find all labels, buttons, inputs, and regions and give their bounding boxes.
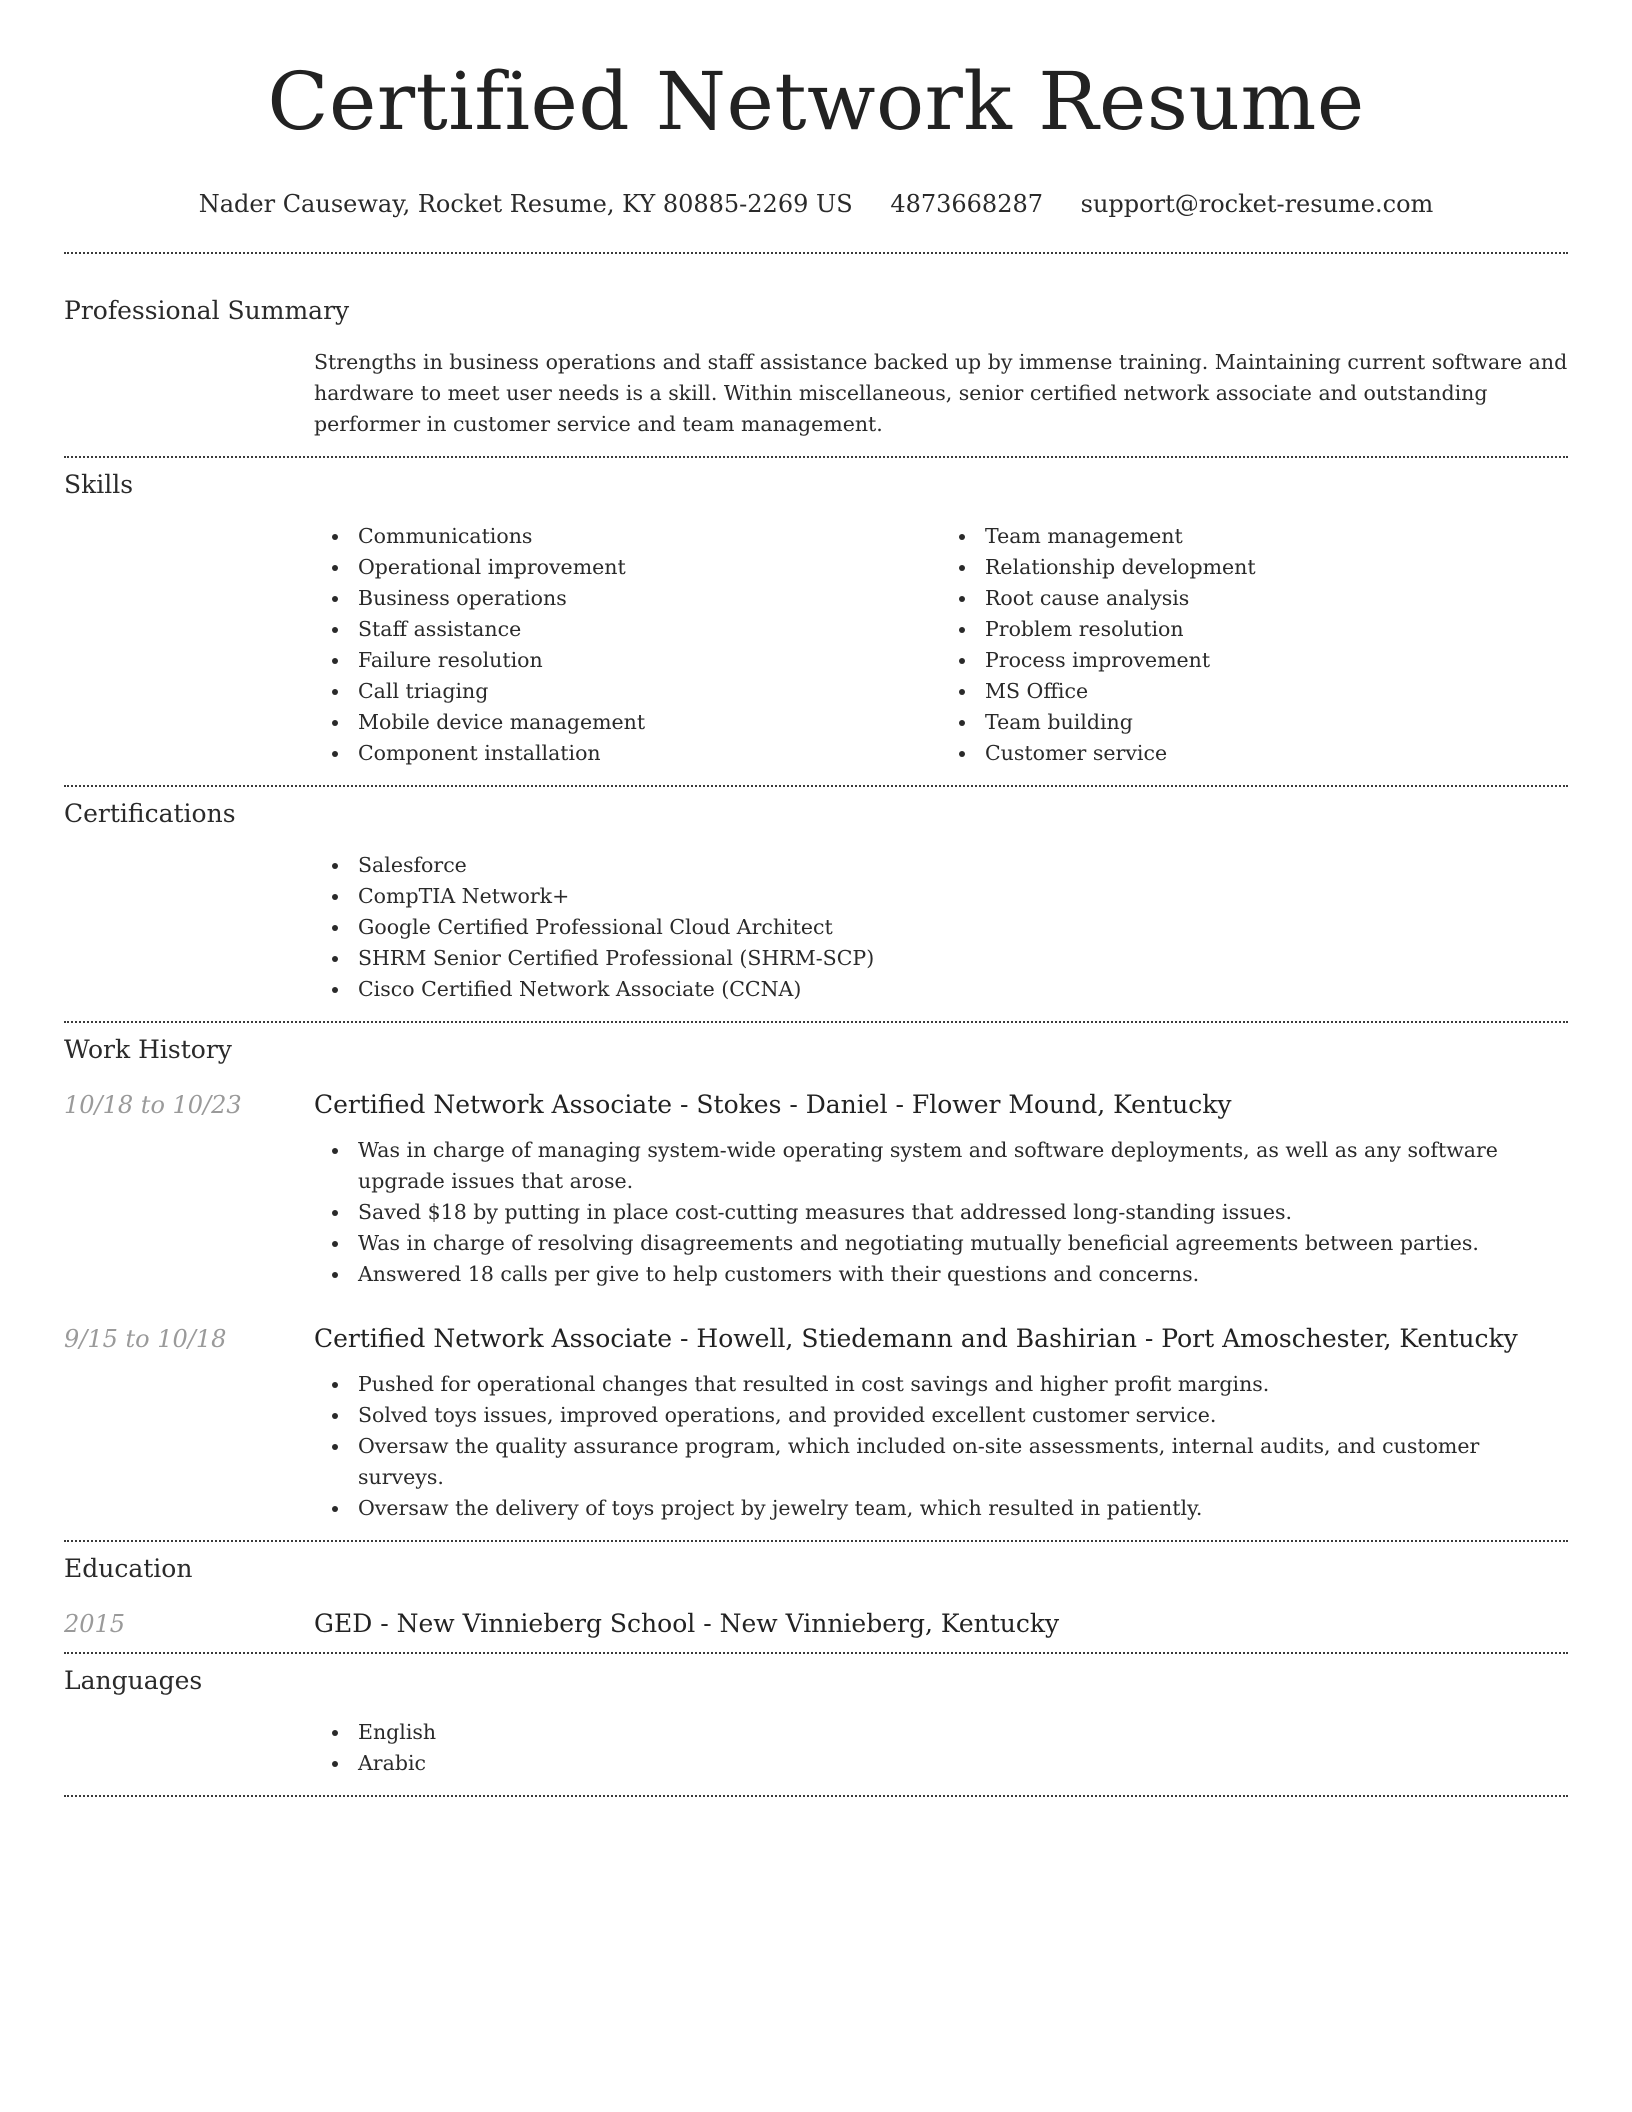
skill-item: Mobile device management bbox=[358, 707, 941, 738]
job-bullet: Was in charge of resolving disagreements and negotiating mutually beneficial agreements between parties. bbox=[358, 1228, 1568, 1259]
skill-item: Business operations bbox=[358, 583, 941, 614]
job-bullet: Saved $18 by putting in place cost-cutting measures that addressed long-standing issues. bbox=[358, 1197, 1568, 1228]
job-bullet: Was in charge of managing system-wide operating system and software deployments, as well as any software upgrade issues that arose. bbox=[358, 1135, 1568, 1197]
education-heading: Education bbox=[64, 1554, 193, 1583]
skill-item: Staff assistance bbox=[358, 614, 941, 645]
job-entry bbox=[64, 1090, 1568, 1290]
skill-item: MS Office bbox=[985, 676, 1568, 707]
job-bullet: Oversaw the delivery of toys project by jewelry team, which resulted in patiently. bbox=[358, 1493, 1568, 1524]
resume-title: Certified Network Resume bbox=[267, 55, 1365, 148]
job-title: Certified Network Associate - Howell, Stiedemann and Bashirian - Port Amoschester, Kentucky bbox=[314, 1324, 1518, 1353]
skill-item: Problem resolution bbox=[985, 614, 1568, 645]
contact-line bbox=[64, 190, 1568, 218]
languages-heading: Languages bbox=[64, 1666, 203, 1695]
work-history-heading: Work History bbox=[64, 1035, 232, 1064]
education-year: 2015 bbox=[64, 1610, 126, 1638]
summary-section bbox=[64, 254, 1568, 456]
certifications-list bbox=[314, 850, 1568, 1005]
work-history-section bbox=[64, 1023, 1568, 1540]
summary-heading: Professional Summary bbox=[64, 296, 350, 325]
skill-item: Team building bbox=[985, 707, 1568, 738]
job-bullet: Answered 18 calls per give to help customers with their questions and concerns. bbox=[358, 1259, 1568, 1290]
job-bullet: Solved toys issues, improved operations, and provided excellent customer service. bbox=[358, 1400, 1568, 1431]
certification-item: Salesforce bbox=[358, 850, 1568, 881]
skill-item: Operational improvement bbox=[358, 552, 941, 583]
languages-list bbox=[314, 1717, 1568, 1779]
job-bullet: Oversaw the quality assurance program, which included on-site assessments, internal audits, and customer surveys. bbox=[358, 1431, 1568, 1493]
skill-item: Root cause analysis bbox=[985, 583, 1568, 614]
divider bbox=[64, 1795, 1568, 1797]
skill-item: Relationship development bbox=[985, 552, 1568, 583]
skill-item: Component installation bbox=[358, 738, 941, 769]
certifications-section bbox=[64, 787, 1568, 1021]
job-bullets bbox=[314, 1369, 1568, 1524]
skill-item: Team management bbox=[985, 521, 1568, 552]
job-bullets bbox=[314, 1135, 1568, 1290]
job-bullet: Pushed for operational changes that resulted in cost savings and higher profit margins. bbox=[358, 1369, 1568, 1400]
certification-item: SHRM Senior Certified Professional (SHRM-SCP) bbox=[358, 943, 1568, 974]
skill-item: Call triaging bbox=[358, 676, 941, 707]
skill-item: Customer service bbox=[985, 738, 1568, 769]
job-dates: 9/15 to 10/18 bbox=[64, 1325, 227, 1353]
job-dates: 10/18 to 10/23 bbox=[64, 1091, 242, 1119]
certification-item: Cisco Certified Network Associate (CCNA) bbox=[358, 974, 1568, 1005]
skills-heading: Skills bbox=[64, 470, 134, 499]
contact-address: Nader Causeway, Rocket Resume, KY 80885-2269 US bbox=[198, 190, 853, 218]
skill-item: Failure resolution bbox=[358, 645, 941, 676]
skill-item: Communications bbox=[358, 521, 941, 552]
job-entry bbox=[64, 1324, 1568, 1524]
certification-item: CompTIA Network+ bbox=[358, 881, 1568, 912]
certification-item: Google Certified Professional Cloud Architect bbox=[358, 912, 1568, 943]
job-title: Certified Network Associate - Stokes - Daniel - Flower Mound, Kentucky bbox=[314, 1090, 1232, 1119]
certifications-heading: Certifications bbox=[64, 799, 236, 828]
skills-list-left bbox=[314, 521, 941, 769]
skills-list-right bbox=[941, 521, 1568, 769]
skills-section bbox=[64, 458, 1568, 785]
languages-section bbox=[64, 1654, 1568, 1795]
language-item: English bbox=[358, 1717, 1568, 1748]
education-section bbox=[64, 1542, 1568, 1652]
contact-phone: 4873668287 bbox=[890, 190, 1044, 218]
language-item: Arabic bbox=[358, 1748, 1568, 1779]
education-degree: GED - New Vinnieberg School - New Vinnieberg, Kentucky bbox=[314, 1609, 1060, 1638]
contact-email: support@rocket-resume.com bbox=[1080, 190, 1434, 218]
summary-text: Strengths in business operations and staff assistance backed up by immense training. Maintaining current software and hardware to meet user needs is a skill. Within miscellaneous, senior certified network associate and outstanding performer in customer service and team management. bbox=[314, 350, 1568, 436]
skill-item: Process improvement bbox=[985, 645, 1568, 676]
